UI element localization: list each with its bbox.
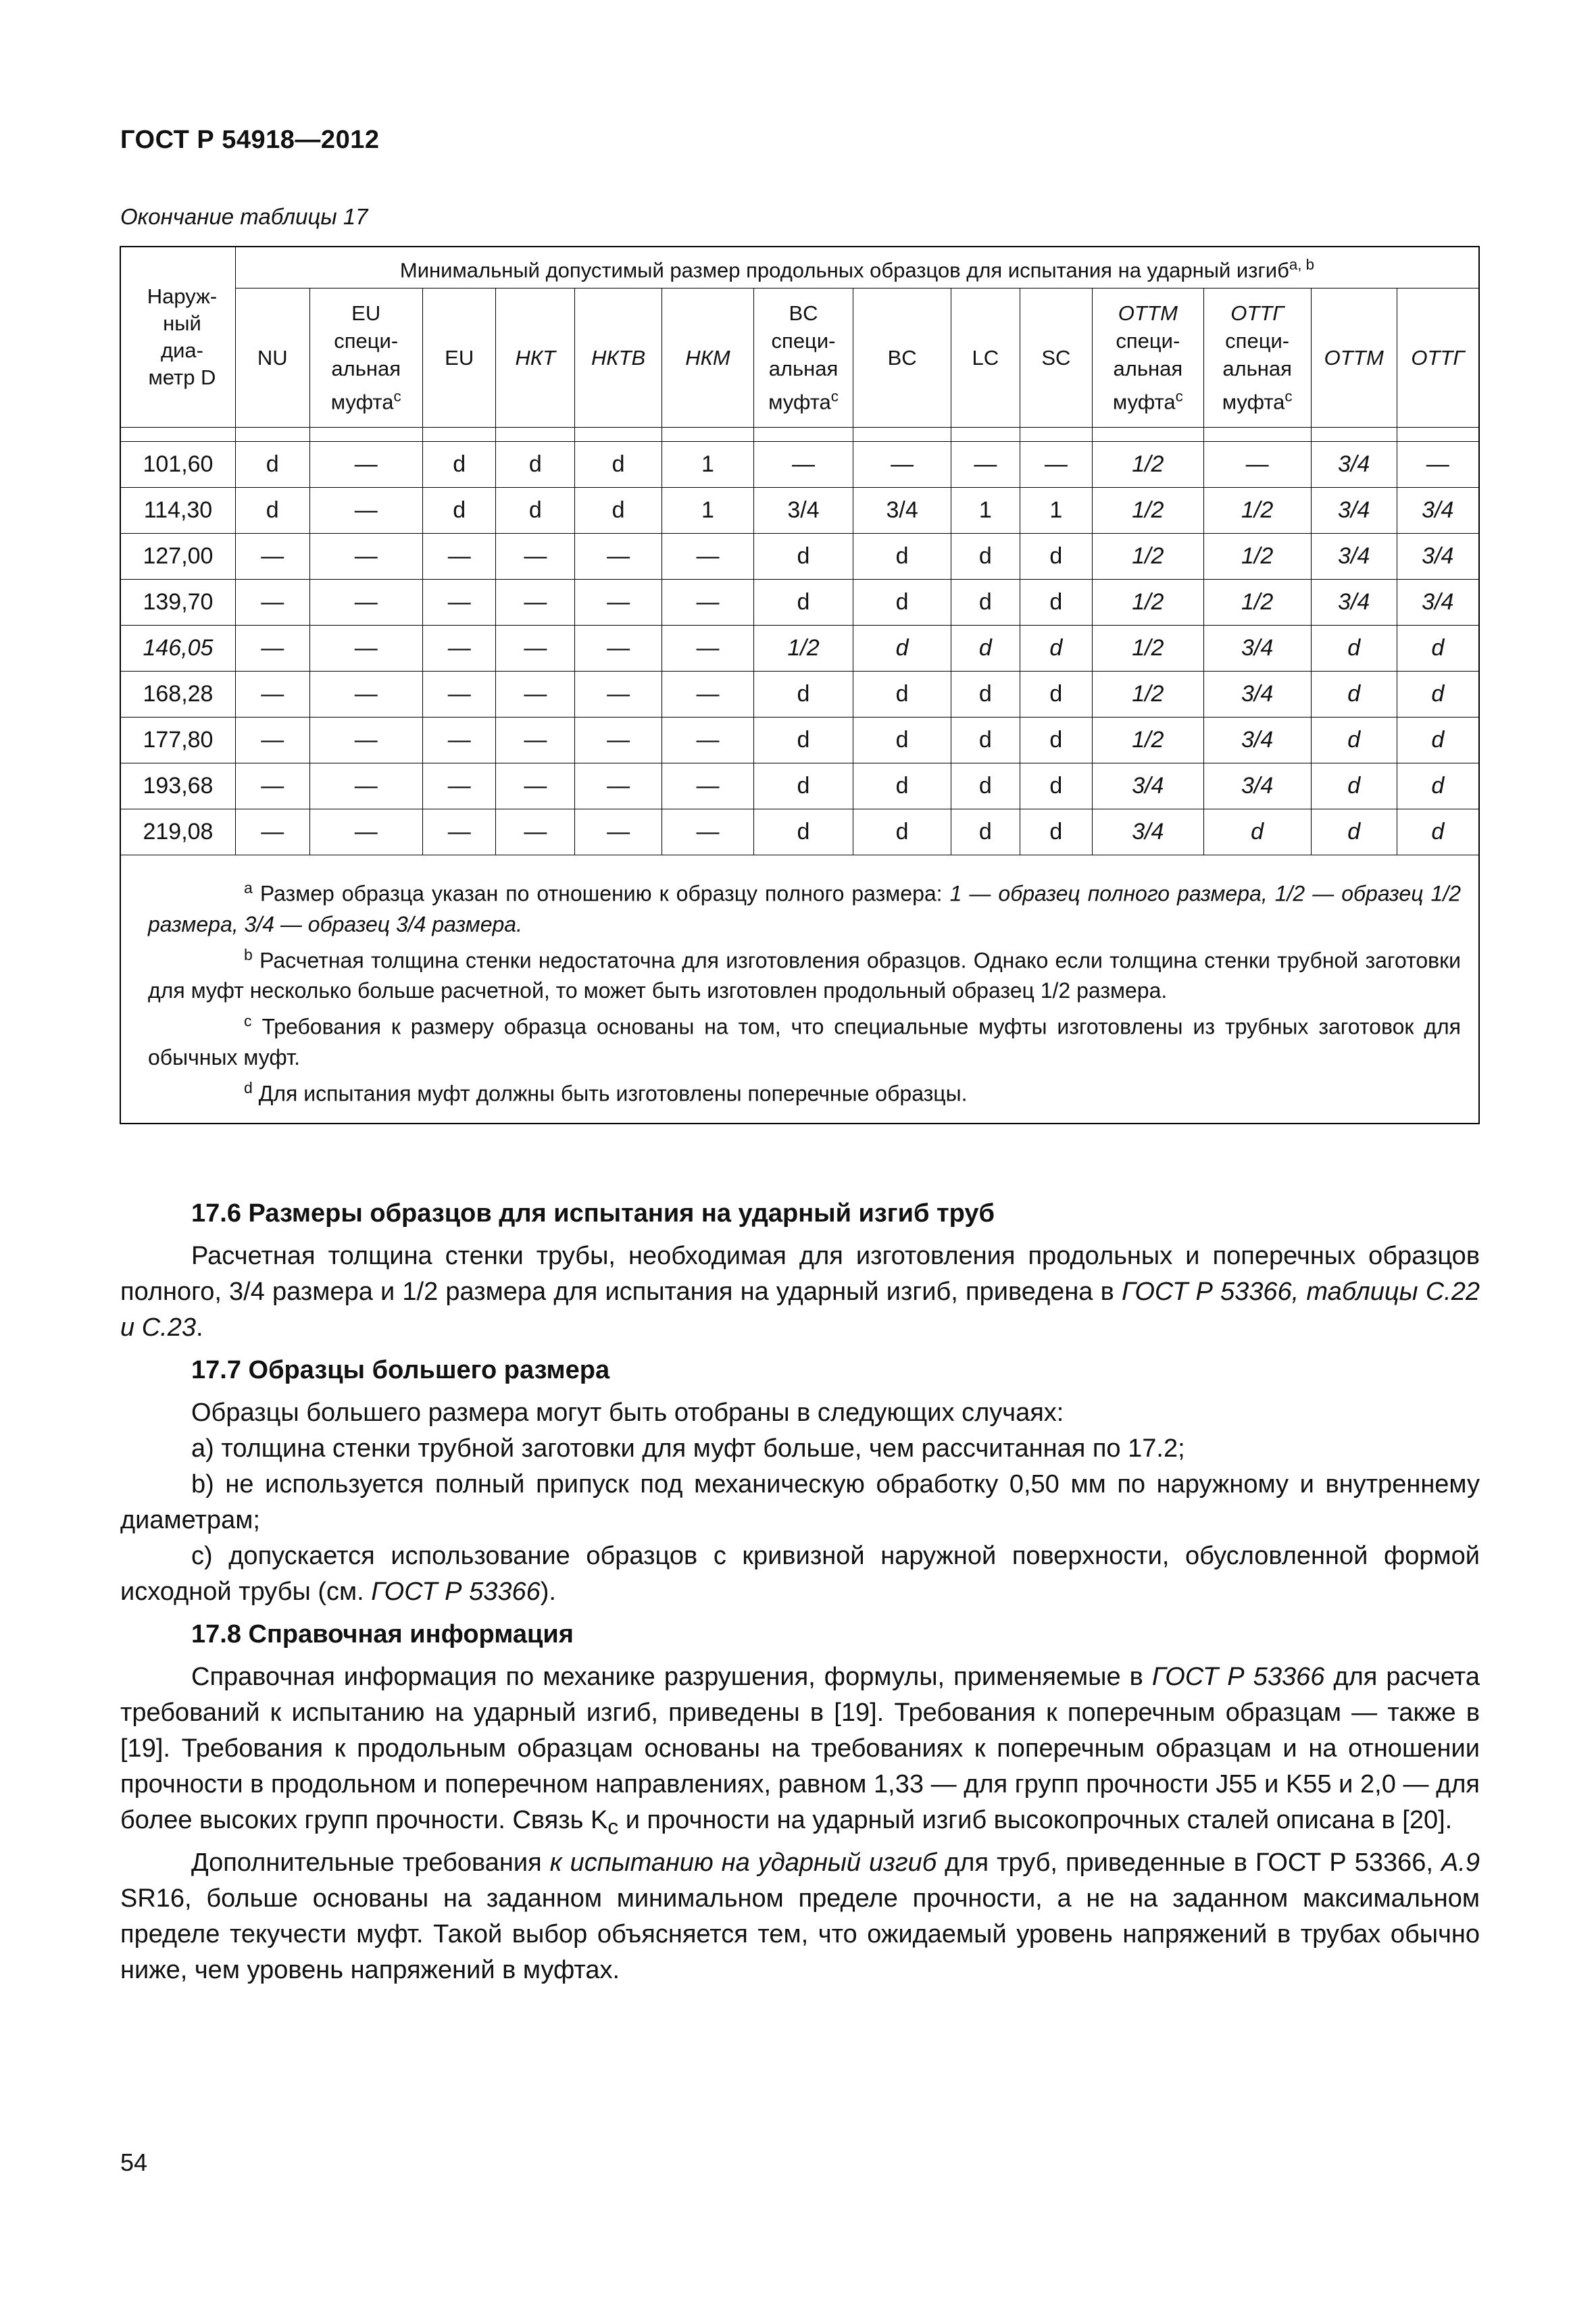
s178-p1-sub: c — [607, 1814, 619, 1839]
s178-p1-a: Справочная информация по механике разрушения, формулы, применяемые в — [191, 1663, 1152, 1691]
value-cell: — — [309, 672, 422, 718]
value-cell: d — [951, 809, 1020, 855]
s178-p2-a: Дополнительные требования — [191, 1848, 550, 1877]
value-cell: 1/2 — [1203, 488, 1311, 534]
value-cell: — — [662, 626, 754, 672]
section-17-7-title: 17.7 Образцы большего размера — [191, 1356, 610, 1384]
value-cell: 3/4 — [853, 488, 951, 534]
value-cell: — — [309, 809, 422, 855]
table-row — [121, 488, 1478, 534]
value-cell: 1 — [951, 488, 1020, 534]
value-cell: d — [1311, 672, 1397, 718]
value-cell: — — [309, 488, 422, 534]
note-d-text: Для испытания муфт должны быть изготовлены поперечные образцы. — [258, 1081, 968, 1106]
table-row — [121, 534, 1478, 580]
value-cell: 3/4 — [1397, 534, 1478, 580]
header-gap-row — [121, 428, 1478, 442]
outer-diameter-header-text: Наруж- ный диа- метр D — [147, 284, 218, 389]
value-cell: d — [1020, 626, 1093, 672]
value-cell: 3/4 — [1203, 672, 1311, 718]
outer-diameter-header — [121, 247, 235, 428]
value-cell: 3/4 — [1203, 718, 1311, 763]
value-cell: d — [1397, 718, 1478, 763]
value-cell: — — [309, 626, 422, 672]
note-d-marker: d — [244, 1078, 253, 1097]
value-cell: — — [575, 626, 662, 672]
value-cell: — — [309, 580, 422, 626]
value-cell: 1/2 — [753, 626, 853, 672]
value-cell: — — [662, 534, 754, 580]
note-c-text: Требования к размеру образца основаны на том, что специальные муфты изготовлены из трубных заготовок для обычных муфт. — [148, 1014, 1462, 1070]
note-b-text: Расчетная толщина стенки недостаточна для изготовления образцов. Однако если толщина стенки трубной заготовки для муфт несколько больше расчетной, то может быть изготовлен продольный образец 1/2 размера. — [148, 948, 1462, 1003]
value-cell: d — [951, 534, 1020, 580]
value-cell: d — [1020, 672, 1093, 718]
column-header: EU специ- альная муфта$^c$ — [309, 288, 422, 428]
value-cell: — — [662, 672, 754, 718]
column-header: BC специ- альная муфта$^c$ — [753, 288, 853, 428]
value-cell: — — [422, 580, 496, 626]
value-cell: — — [575, 534, 662, 580]
value-cell: d — [1020, 580, 1093, 626]
value-cell: d — [951, 580, 1020, 626]
note-c-marker: c — [244, 1012, 252, 1030]
value-cell: — — [235, 763, 309, 809]
value-cell: d — [1311, 809, 1397, 855]
value-cell: — — [1397, 442, 1478, 488]
value-cell: 3/4 — [1311, 442, 1397, 488]
value-cell: d — [235, 488, 309, 534]
value-cell: d — [235, 442, 309, 488]
table-row — [121, 626, 1478, 672]
section-17-8-paragraph-2 — [120, 1845, 1480, 1988]
column-header: НКТ — [496, 288, 575, 428]
value-cell: 1/2 — [1093, 534, 1203, 580]
value-cell: — — [235, 626, 309, 672]
value-cell: — — [422, 763, 496, 809]
value-cell: d — [496, 488, 575, 534]
value-cell: — — [575, 580, 662, 626]
value-cell: d — [753, 534, 853, 580]
value-cell: d — [1311, 718, 1397, 763]
page-number: 54 — [120, 2148, 148, 2176]
note-b-marker: b — [244, 945, 253, 963]
value-cell: — — [662, 763, 754, 809]
value-cell: 3/4 — [753, 488, 853, 534]
specimen-size-table — [120, 246, 1480, 1124]
column-header: LC — [951, 288, 1020, 428]
value-cell: d — [853, 580, 951, 626]
value-cell: — — [422, 626, 496, 672]
value-cell: 1/2 — [1203, 580, 1311, 626]
s178-p2-c: SR16, больше основаны на заданном минимальном пределе прочности, а не на заданном максимальном пределе текучести муфт. Такой выбор объясняется тем, что ожидаемый уровень напряжений в трубах обычно ниже, чем уровень напряжений в муфтах. — [120, 1884, 1480, 1984]
value-cell: — — [309, 718, 422, 763]
value-cell: d — [753, 763, 853, 809]
value-cell: 1/2 — [1093, 718, 1203, 763]
value-cell: d — [753, 580, 853, 626]
s178-p2-ref2: А.9 — [1441, 1848, 1480, 1877]
value-cell: 3/4 — [1397, 580, 1478, 626]
section-17-6-paragraph — [120, 1238, 1480, 1346]
value-cell: — — [853, 442, 951, 488]
value-cell: — — [235, 672, 309, 718]
section-17-8-paragraph-1 — [120, 1659, 1480, 1845]
s178-p1-b: для расчета требований к испытанию на ударный изгиб, приведены в [19]. Требования к поперечным образцам — также в [19]. Требования к продольным образцам основаны на требованиях к поперечным образцам и на отношении прочности в продольном и поперечном направлениях, равном 1,33 — для групп прочности J55 и K55 и 2,0 — для более высоких групп прочности. Связь K — [120, 1663, 1480, 1834]
value-cell: — — [496, 718, 575, 763]
value-cell: 1/2 — [1093, 442, 1203, 488]
value-cell: 1/2 — [1093, 672, 1203, 718]
diameter-cell: 146,05 — [121, 626, 235, 672]
value-cell: d — [853, 534, 951, 580]
value-cell: — — [1203, 442, 1311, 488]
note-c — [148, 1006, 1461, 1073]
value-cell: d — [496, 442, 575, 488]
value-cell: — — [422, 718, 496, 763]
section-17-7-item-b: b) не используется полный припуск под механическую обработку 0,50 мм по наружному и внутреннему диаметрам; — [120, 1470, 1480, 1534]
value-cell: 3/4 — [1203, 626, 1311, 672]
s178-p1-c: и прочности на ударный изгиб высокопрочных сталей описана в [20]. — [618, 1806, 1453, 1834]
table-row — [121, 809, 1478, 855]
value-cell: 3/4 — [1093, 763, 1203, 809]
table-row — [121, 718, 1478, 763]
value-cell: 3/4 — [1311, 488, 1397, 534]
table-row — [121, 580, 1478, 626]
value-cell: 3/4 — [1311, 580, 1397, 626]
value-cell: d — [1020, 718, 1093, 763]
value-cell: — — [309, 442, 422, 488]
value-cell: 1/2 — [1203, 534, 1311, 580]
value-cell: d — [951, 672, 1020, 718]
diameter-cell: 127,00 — [121, 534, 235, 580]
column-header: EU — [422, 288, 496, 428]
value-cell: d — [853, 809, 951, 855]
span-header-text: Минимальный допустимый размер продольных образцов для испытания на ударный изгиб — [399, 258, 1289, 282]
value-cell: d — [1203, 809, 1311, 855]
value-cell: — — [753, 442, 853, 488]
span-header — [235, 247, 1478, 288]
value-cell: d — [753, 672, 853, 718]
value-cell: — — [496, 809, 575, 855]
data-table — [121, 247, 1478, 855]
table-row — [121, 763, 1478, 809]
value-cell: — — [1020, 442, 1093, 488]
value-cell: — — [575, 672, 662, 718]
value-cell: — — [235, 809, 309, 855]
value-cell: d — [1020, 763, 1093, 809]
value-cell: — — [575, 809, 662, 855]
s178-p1-ref: ГОСТ Р 53366 — [1151, 1663, 1325, 1691]
column-header: ОТТМ — [1311, 288, 1397, 428]
value-cell: d — [853, 672, 951, 718]
span-header-sup: a, b — [1289, 256, 1315, 274]
value-cell: — — [496, 580, 575, 626]
column-header: ОТТГ — [1397, 288, 1478, 428]
value-cell: d — [1397, 672, 1478, 718]
note-b — [148, 940, 1461, 1007]
value-cell: 1 — [662, 442, 754, 488]
column-header: SC — [1020, 288, 1093, 428]
s178-p2-b: для труб, приведенные в ГОСТ Р 53366, — [937, 1848, 1441, 1877]
column-header: НКМ — [662, 288, 754, 428]
value-cell: 3/4 — [1203, 763, 1311, 809]
section-17-6-title: 17.6 Размеры образцов для испытания на ударный изгиб труб — [191, 1199, 995, 1228]
value-cell: d — [753, 809, 853, 855]
note-d — [148, 1073, 1461, 1109]
value-cell: d — [575, 488, 662, 534]
value-cell: — — [575, 718, 662, 763]
value-cell: — — [235, 580, 309, 626]
table-caption: Окончание таблицы 17 — [120, 204, 368, 229]
value-cell: d — [1311, 763, 1397, 809]
note-a — [148, 873, 1461, 940]
value-cell: — — [575, 763, 662, 809]
column-header: ОТТГ специ- альная муфта$^c$ — [1203, 288, 1311, 428]
column-header: BC — [853, 288, 951, 428]
value-cell: 1/2 — [1093, 488, 1203, 534]
section-17-8-title: 17.8 Справочная информация — [191, 1620, 574, 1649]
value-cell: — — [422, 534, 496, 580]
table-row — [121, 672, 1478, 718]
s177c-end: ). — [540, 1578, 556, 1606]
table-body — [121, 428, 1478, 855]
note-a-text: Размер образца указан по отношению к образцу полного размера: — [259, 881, 950, 906]
s177c-text: c) допускается использование образцов с кривизной наружной поверхности, обусловленной формой исходной трубы (см. — [120, 1542, 1480, 1606]
value-cell: — — [422, 672, 496, 718]
value-cell: — — [309, 534, 422, 580]
value-cell: — — [662, 718, 754, 763]
s177c-ref: ГОСТ Р 53366 — [371, 1578, 541, 1606]
s178-p2-ref: к испытанию на ударный изгиб — [549, 1848, 937, 1877]
note-a-marker: a — [244, 879, 253, 897]
value-cell: d — [853, 626, 951, 672]
value-cell: d — [1311, 626, 1397, 672]
value-cell: — — [662, 580, 754, 626]
diameter-cell: 101,60 — [121, 442, 235, 488]
value-cell: 1/2 — [1093, 626, 1203, 672]
section-17-7-intro: Образцы большего размера могут быть отобраны в следующих случаях: — [191, 1399, 1064, 1427]
value-cell: 1 — [1020, 488, 1093, 534]
diameter-cell: 168,28 — [121, 672, 235, 718]
value-cell: — — [662, 809, 754, 855]
value-cell: d — [753, 718, 853, 763]
value-cell: 3/4 — [1397, 488, 1478, 534]
value-cell: d — [951, 718, 1020, 763]
value-cell: — — [951, 442, 1020, 488]
note-a-italic: 1 — образец полного размера, 1/2 — образец 1/2 размера, 3/4 — образец 3/4 размера. — [148, 881, 1462, 936]
value-cell: — — [422, 809, 496, 855]
value-cell: 1 — [662, 488, 754, 534]
value-cell: d — [1020, 534, 1093, 580]
diameter-cell: 193,68 — [121, 763, 235, 809]
value-cell: — — [496, 534, 575, 580]
value-cell: d — [1397, 626, 1478, 672]
value-cell: d — [853, 763, 951, 809]
diameter-cell: 114,30 — [121, 488, 235, 534]
value-cell: 3/4 — [1093, 809, 1203, 855]
value-cell: d — [853, 718, 951, 763]
value-cell: d — [951, 626, 1020, 672]
column-header: NU — [235, 288, 309, 428]
value-cell: d — [575, 442, 662, 488]
column-header: ОТТМ специ- альная муфта$^c$ — [1093, 288, 1203, 428]
value-cell: d — [422, 488, 496, 534]
diameter-cell: 177,80 — [121, 718, 235, 763]
value-cell: — — [496, 763, 575, 809]
value-cell: d — [422, 442, 496, 488]
value-cell: d — [951, 763, 1020, 809]
document-code: ГОСТ Р 54918—2012 — [120, 126, 380, 154]
value-cell: d — [1397, 763, 1478, 809]
value-cell: — — [235, 718, 309, 763]
diameter-cell: 219,08 — [121, 809, 235, 855]
diameter-cell: 139,70 — [121, 580, 235, 626]
s176-text: Расчетная толщина стенки трубы, необходимая для изготовления продольных и поперечных образцов полного, 3/4 размера и 1/2 размера для испытания на ударный изгиб, приведена в — [120, 1242, 1480, 1306]
value-cell: — — [496, 672, 575, 718]
s176-ref: ГОСТ Р 53366, таблицы С.22 и С.23 — [120, 1278, 1480, 1342]
value-cell: — — [309, 763, 422, 809]
table-notes — [121, 855, 1478, 1123]
value-cell: d — [1020, 809, 1093, 855]
value-cell: 1/2 — [1093, 580, 1203, 626]
table-row — [121, 442, 1478, 488]
s176-end: . — [195, 1313, 203, 1342]
body-text — [120, 1189, 1480, 1988]
value-cell: — — [235, 534, 309, 580]
section-17-7-item-a: a) толщина стенки трубной заготовки для муфт больше, чем рассчитанная по 17.2; — [191, 1434, 1185, 1463]
value-cell: — — [496, 626, 575, 672]
value-cell: 3/4 — [1311, 534, 1397, 580]
column-header: НКТВ — [575, 288, 662, 428]
value-cell: d — [1397, 809, 1478, 855]
column-header-row — [121, 288, 1478, 428]
section-17-7-item-c — [120, 1538, 1480, 1610]
